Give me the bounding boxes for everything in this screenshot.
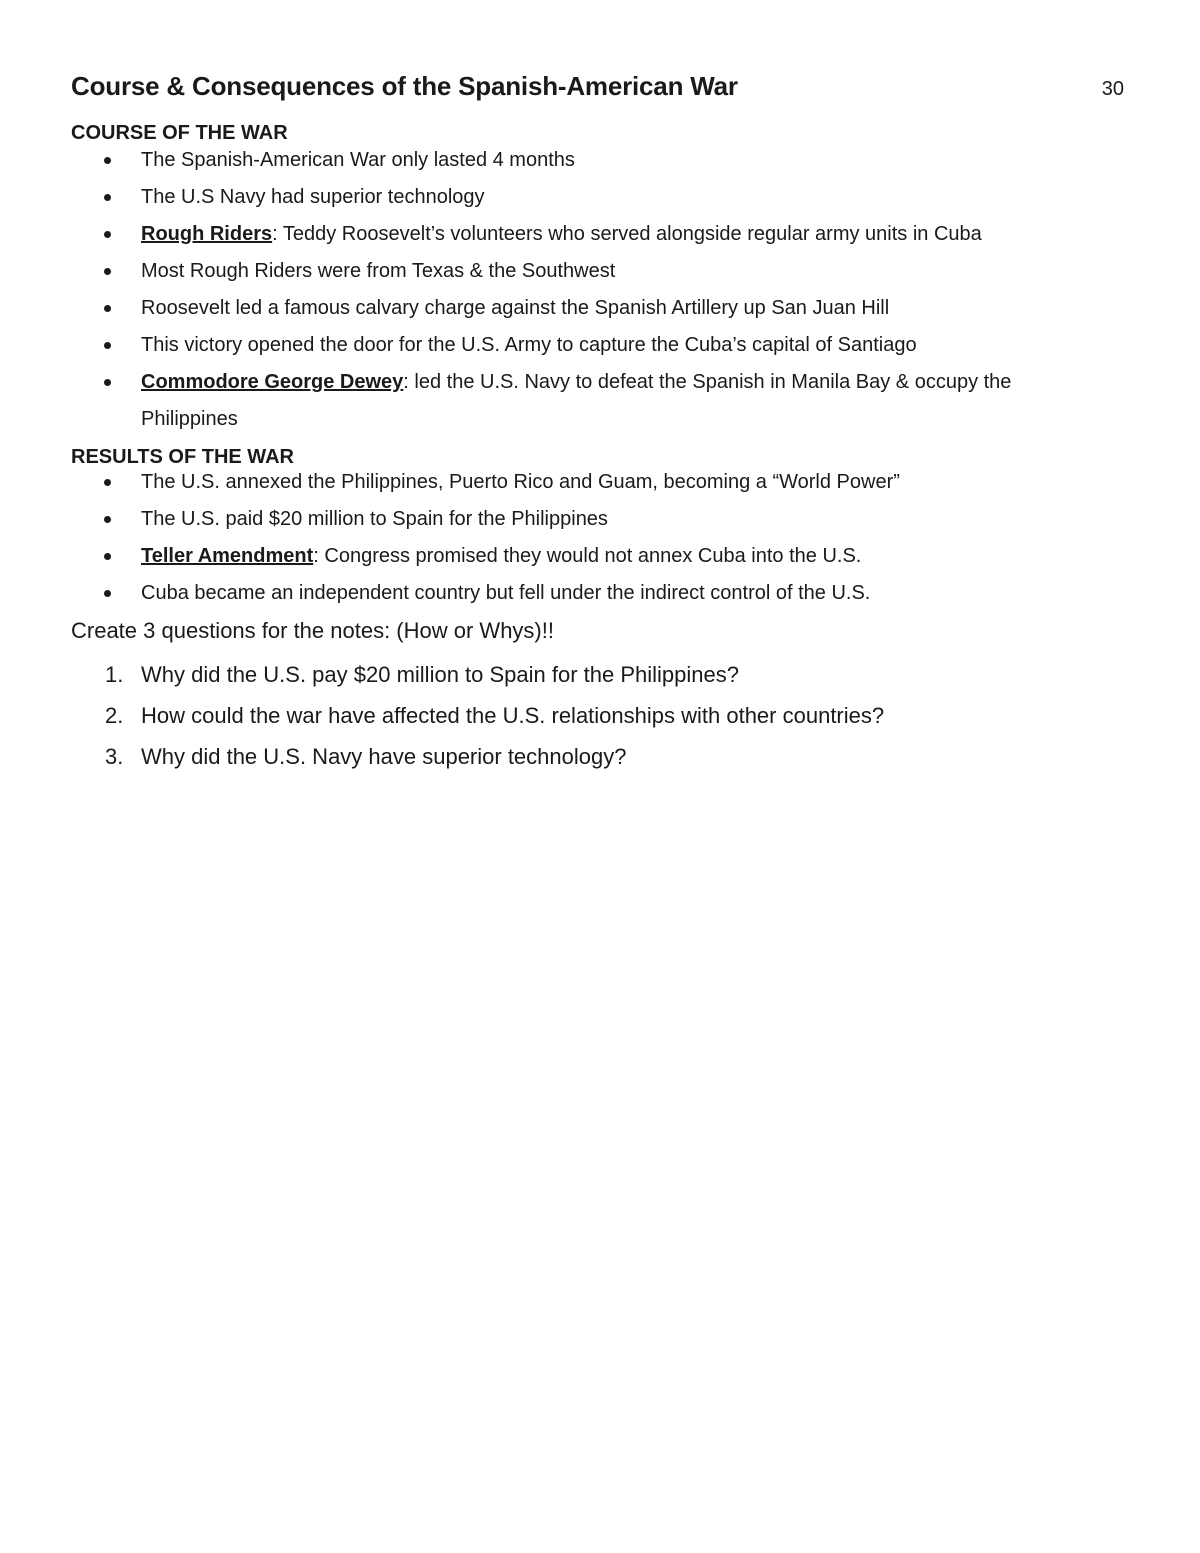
list-item: Teller Amendment: Congress promised they would not annex Cuba into the U.S.: [0, 538, 1200, 575]
question-number: 2.: [105, 703, 124, 728]
bullet-icon: [104, 157, 111, 164]
bullet-icon: [104, 479, 111, 486]
questions-prompt: Create 3 questions for the notes: (How or Whys)!!: [71, 618, 554, 643]
page-title: Course & Consequences of the Spanish-American War: [71, 71, 738, 101]
list-item: [0, 464, 1200, 501]
list-item: [0, 327, 1200, 364]
item-text: Teddy Roosevelt’s volunteers who served alongside regular army units in Cuba: [277, 223, 982, 245]
section-heading-results: RESULTS OF THE WAR: [71, 446, 294, 468]
bullet-icon: [104, 590, 111, 597]
item-text: The U.S Navy had superior technology: [141, 186, 485, 208]
item-text: The Spanish-American War only lasted 4 months: [141, 149, 575, 171]
item-text: Most Rough Riders were from Texas & the Southwest: [141, 260, 616, 282]
question-item: [0, 654, 1200, 695]
bullet-icon: [104, 268, 111, 275]
item-text: The U.S. annexed the Philippines, Puerto Rico and Guam, becoming a “World Power”: [141, 471, 900, 493]
question-number: 1.: [105, 662, 124, 687]
bullet-icon: [104, 305, 111, 312]
questions-list: [0, 654, 1200, 777]
question-text: How could the war have affected the U.S. relationships with other countries?: [141, 703, 885, 728]
list-item: [0, 179, 1200, 216]
list-item: Rough Riders: Teddy Roosevelt’s volunteers who served alongside regular army units in Cuba: [0, 216, 1200, 253]
item-text: led the U.S. Navy to defeat the Spanish in Manila Bay & occupy the Philippines: [141, 371, 1012, 430]
list-item: Commodore George Dewey: led the U.S. Navy to defeat the Spanish in Manila Bay & occupy the Philippines: [0, 364, 1200, 438]
list-item: [0, 253, 1200, 290]
results-list: [0, 464, 1200, 612]
bullet-icon: [104, 231, 111, 238]
key-term: Teller Amendment: [141, 545, 314, 567]
bullet-icon: [104, 553, 111, 560]
bullet-icon: [104, 379, 111, 386]
list-item: [0, 290, 1200, 327]
bullet-icon: [104, 342, 111, 349]
question-text: Why did the U.S. pay $20 million to Spain for the Philippines?: [141, 662, 739, 687]
item-text: Cuba became an independent country but fell under the indirect control of the U.S.: [141, 582, 871, 604]
key-term: Rough Riders: [141, 223, 273, 245]
key-term: Commodore George Dewey: [141, 371, 404, 393]
section-heading-course: COURSE OF THE WAR: [71, 122, 288, 144]
bullet-icon: [104, 516, 111, 523]
item-text: Congress promised they would not annex Cuba into the U.S.: [318, 545, 862, 567]
question-item: [0, 736, 1200, 777]
list-item: [0, 501, 1200, 538]
item-text: The U.S. paid $20 million to Spain for the Philippines: [141, 508, 608, 530]
item-text: Roosevelt led a famous calvary charge against the Spanish Artillery up San Juan Hill: [141, 297, 890, 319]
question-number: 3.: [105, 744, 124, 769]
question-text: Why did the U.S. Navy have superior technology?: [141, 744, 627, 769]
page-number: 30: [1101, 78, 1124, 100]
bullet-icon: [104, 194, 111, 201]
item-text: This victory opened the door for the U.S. Army to capture the Cuba’s capital of Santiago: [141, 334, 917, 356]
question-item: [0, 695, 1200, 736]
course-list: [0, 142, 1200, 438]
list-item: [0, 142, 1200, 179]
list-item: [0, 575, 1200, 612]
